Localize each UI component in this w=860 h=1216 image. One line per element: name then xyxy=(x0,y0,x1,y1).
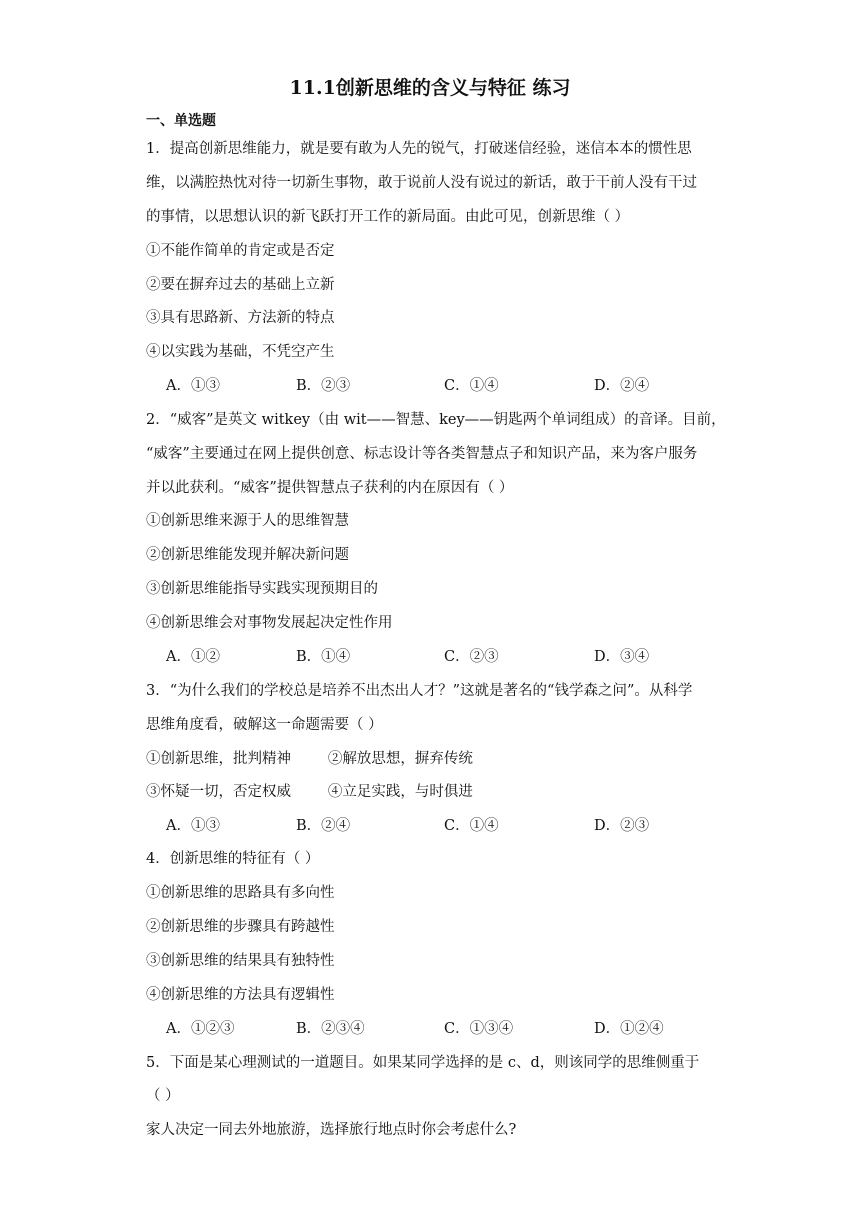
q4-item: ④创新思维的方法具有逻辑性 xyxy=(146,987,335,1003)
q3-item: ③怀疑一切，否定权威 ④立足实践，与时俱进 xyxy=(146,784,473,800)
q1-option-c[interactable]: C．①④ xyxy=(444,378,499,394)
q2-item: ①创新思维来源于人的思维智慧 xyxy=(146,513,349,529)
q1-item: ④以实践为基础，不凭空产生 xyxy=(146,344,335,360)
q2-option-d[interactable]: D．③④ xyxy=(594,649,650,665)
q2-item: ②创新思维能发现并解决新问题 xyxy=(146,547,349,563)
q1-item: ③具有思路新、方法新的特点 xyxy=(146,310,335,326)
q1-option-d[interactable]: D．②④ xyxy=(594,378,650,394)
q1-item: ①不能作简单的肯定或是否定 xyxy=(146,243,335,259)
q5-stem-line: （ ） xyxy=(146,1088,180,1104)
q2-item: ④创新思维会对事物发展起决定性作用 xyxy=(146,615,393,631)
q4-option-a[interactable]: A．①②③ xyxy=(166,1021,235,1037)
q4-option-c[interactable]: C．①③④ xyxy=(444,1021,514,1037)
q5-stem-line: 家人决定一同去外地旅游，选择旅行地点时你会考虑什么? xyxy=(146,1122,517,1138)
q2-option-b[interactable]: B．①④ xyxy=(296,649,351,665)
q3-item: ①创新思维，批判精神 ②解放思想，摒弃传统 xyxy=(146,751,473,767)
q5-stem-line: 5．下面是某心理测试的一道题目。如果某同学选择的是 c、d，则该同学的思维侧重于 xyxy=(146,1055,700,1071)
q3-option-c[interactable]: C．①④ xyxy=(444,818,499,834)
q2-item: ③创新思维能指导实践实现预期目的 xyxy=(146,581,378,597)
q4-item: ②创新思维的步骤具有跨越性 xyxy=(146,919,335,935)
q2-stem-line: 2．“威客”是英文 witkey（由 wit——智慧、key——钥匙两个单词组成）的音译。目前， xyxy=(146,412,726,428)
q3-stem-line: 3．“为什么我们的学校总是培养不出杰出人才？”这就是著名的“钱学森之问”。从科学 xyxy=(146,683,693,699)
q1-stem-line: 1．提高创新思维能力，就是要有敢为人先的锐气，打破迷信经验，迷信本本的惯性思 xyxy=(146,141,692,157)
q1-item: ②要在摒弃过去的基础上立新 xyxy=(146,277,335,293)
q1-stem-line: 维，以满腔热忱对待一切新生事物，敢于说前人没有说过的新话，敢于干前人没有干过 xyxy=(146,175,697,191)
q3-options xyxy=(166,815,726,837)
q4-item: ③创新思维的结果具有独特性 xyxy=(146,953,335,969)
q3-option-b[interactable]: B．②④ xyxy=(296,818,351,834)
q1-stem-line: 的事情，以思想认识的新飞跃打开工作的新局面。由此可见，创新思维（ ） xyxy=(146,209,630,225)
q2-option-c[interactable]: C．②③ xyxy=(444,649,499,665)
q1-option-a[interactable]: A．①③ xyxy=(166,378,220,394)
section-heading: 一、单选题 xyxy=(146,113,216,129)
q3-option-a[interactable]: A．①③ xyxy=(166,818,220,834)
q1-option-b[interactable]: B．②③ xyxy=(296,378,351,394)
q2-option-a[interactable]: A．①② xyxy=(166,649,220,665)
q3-option-d[interactable]: D．②③ xyxy=(594,818,650,834)
page-title: 11.1创新思维的含义与特征 练习 xyxy=(289,77,571,99)
q1-options xyxy=(166,375,726,397)
q4-options xyxy=(166,1018,726,1040)
q2-stem-line: “威客”主要通过在网上提供创意、标志设计等各类智慧点子和知识产品，来为客户服务 xyxy=(146,446,698,462)
q4-option-d[interactable]: D．①②④ xyxy=(594,1021,664,1037)
q3-stem-line: 思维角度看，破解这一命题需要（ ） xyxy=(146,717,383,733)
q2-options xyxy=(166,646,726,668)
q2-stem-line: 并以此获利。“威客”提供智慧点子获利的内在原因有（ ） xyxy=(146,480,514,496)
q4-stem-line: 4．创新思维的特征有（ ） xyxy=(146,851,320,867)
q4-option-b[interactable]: B．②③④ xyxy=(296,1021,365,1037)
q4-item: ①创新思维的思路具有多向性 xyxy=(146,885,335,901)
